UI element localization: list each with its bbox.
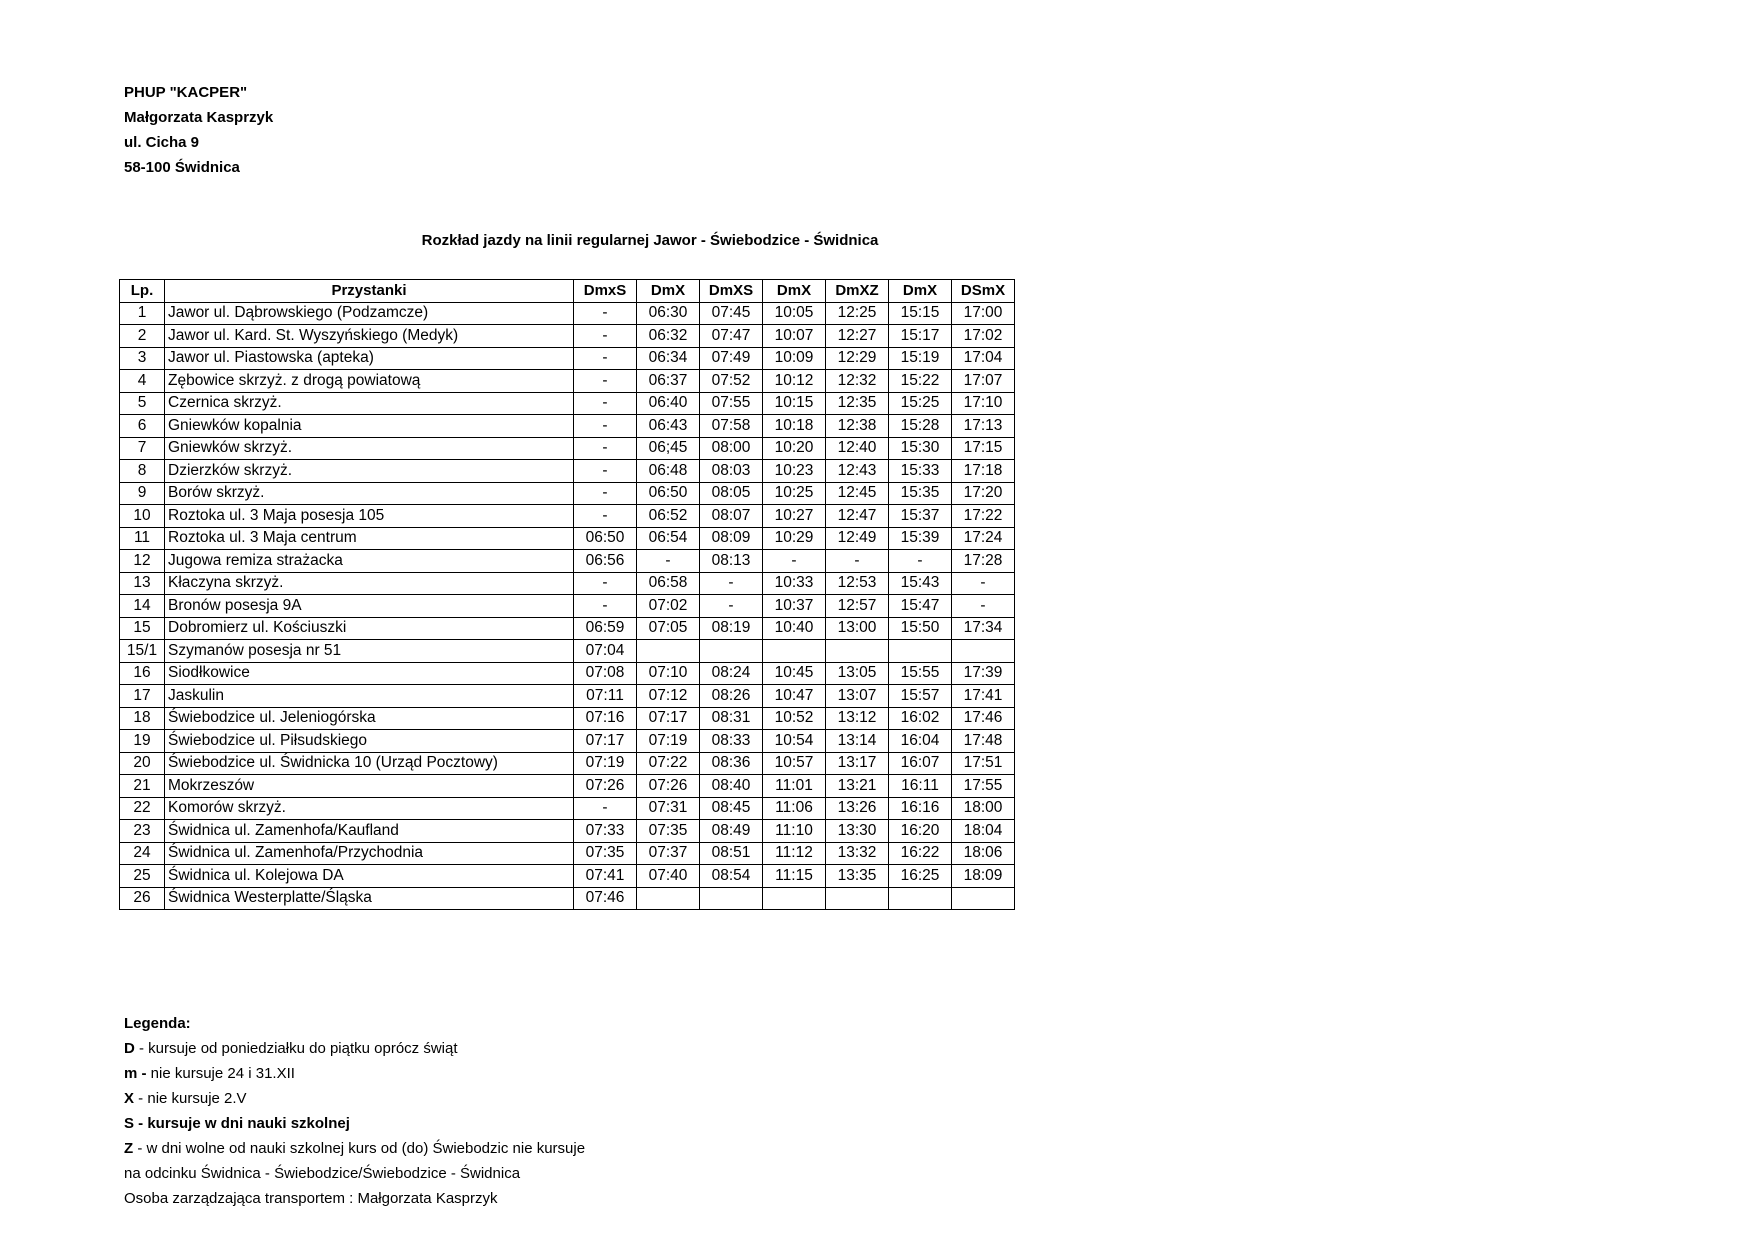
departure-time: 06:30: [637, 302, 700, 325]
departure-time: 10:09: [763, 347, 826, 370]
departure-time: 08:03: [700, 460, 763, 483]
departure-time: 07:11: [574, 685, 637, 708]
departure-time: [763, 640, 826, 663]
departure-time: 08:13: [700, 550, 763, 573]
stop-name: Dobromierz ul. Kościuszki: [165, 617, 574, 640]
departure-time: 07:40: [637, 865, 700, 888]
departure-time: 08:40: [700, 775, 763, 798]
departure-time: 17:18: [952, 460, 1015, 483]
table-row: [120, 595, 1015, 618]
column-header: DSmX: [952, 280, 1015, 303]
departure-time: 07:31: [637, 797, 700, 820]
table-row: [120, 797, 1015, 820]
departure-time: 10:05: [763, 302, 826, 325]
row-number: 2: [120, 325, 165, 348]
departure-time: 06:50: [637, 482, 700, 505]
departure-time: -: [700, 595, 763, 618]
departure-time: 17:22: [952, 505, 1015, 528]
column-header: DmX: [763, 280, 826, 303]
departure-time: -: [574, 370, 637, 393]
row-number: 26: [120, 887, 165, 910]
departure-time: 16:11: [889, 775, 952, 798]
departure-time: -: [952, 595, 1015, 618]
departure-time: [637, 640, 700, 663]
departure-time: 08:49: [700, 820, 763, 843]
departure-time: 08:33: [700, 730, 763, 753]
legend-m: m - nie kursuje 24 i 31.XII: [124, 1065, 295, 1082]
departure-time: 15:43: [889, 572, 952, 595]
departure-time: 12:57: [826, 595, 889, 618]
departure-time: 08:19: [700, 617, 763, 640]
departure-time: 17:34: [952, 617, 1015, 640]
departure-time: 06;45: [637, 437, 700, 460]
departure-time: 16:07: [889, 752, 952, 775]
departure-time: -: [574, 482, 637, 505]
stop-name: Świdnica ul. Zamenhofa/Kaufland: [165, 820, 574, 843]
legend: [124, 1011, 585, 1211]
row-number: 11: [120, 527, 165, 550]
transport-manager: Osoba zarządzająca transportem : Małgorzata Kasprzyk: [124, 1190, 498, 1207]
departure-time: [700, 887, 763, 910]
departure-time: [763, 887, 826, 910]
column-header: DmxS: [574, 280, 637, 303]
departure-time: 10:23: [763, 460, 826, 483]
departure-time: 07:26: [574, 775, 637, 798]
departure-time: 11:15: [763, 865, 826, 888]
departure-time: [889, 640, 952, 663]
departure-time: 17:28: [952, 550, 1015, 573]
row-number: 4: [120, 370, 165, 393]
departure-time: 16:04: [889, 730, 952, 753]
legend-title: Legenda:: [124, 1015, 191, 1032]
column-header: DmX: [889, 280, 952, 303]
stop-name: Świebodzice ul. Świdnicka 10 (Urząd Pocztowy): [165, 752, 574, 775]
departure-time: -: [574, 460, 637, 483]
table-header-row: [120, 280, 1015, 303]
departure-time: 13:00: [826, 617, 889, 640]
departure-time: 15:15: [889, 302, 952, 325]
table-row: [120, 550, 1015, 573]
departure-time: 10:27: [763, 505, 826, 528]
departure-time: -: [763, 550, 826, 573]
departure-time: 06:40: [637, 392, 700, 415]
departure-time: 17:00: [952, 302, 1015, 325]
departure-time: -: [574, 302, 637, 325]
row-number: 23: [120, 820, 165, 843]
departure-time: 07:37: [637, 842, 700, 865]
stop-name: Siodłkowice: [165, 662, 574, 685]
departure-time: 13:07: [826, 685, 889, 708]
table-row: [120, 347, 1015, 370]
row-number: 7: [120, 437, 165, 460]
departure-time: 08:36: [700, 752, 763, 775]
departure-time: 07:35: [637, 820, 700, 843]
row-number: 9: [120, 482, 165, 505]
column-header: DmXZ: [826, 280, 889, 303]
column-header: DmX: [637, 280, 700, 303]
stop-name: Komorów skrzyż.: [165, 797, 574, 820]
departure-time: 17:02: [952, 325, 1015, 348]
company-owner: Małgorzata Kasprzyk: [124, 109, 274, 126]
departure-time: -: [574, 392, 637, 415]
departure-time: [826, 887, 889, 910]
departure-time: -: [952, 572, 1015, 595]
departure-time: 13:17: [826, 752, 889, 775]
departure-time: 17:51: [952, 752, 1015, 775]
table-row: [120, 775, 1015, 798]
departure-time: 11:06: [763, 797, 826, 820]
row-number: 10: [120, 505, 165, 528]
table-row: [120, 482, 1015, 505]
departure-time: -: [889, 550, 952, 573]
departure-time: 17:15: [952, 437, 1015, 460]
departure-time: 06:37: [637, 370, 700, 393]
departure-time: 12:49: [826, 527, 889, 550]
row-number: 21: [120, 775, 165, 798]
departure-time: 12:32: [826, 370, 889, 393]
table-row: [120, 325, 1015, 348]
departure-time: 15:30: [889, 437, 952, 460]
departure-time: 10:37: [763, 595, 826, 618]
departure-time: 07:47: [700, 325, 763, 348]
departure-time: -: [574, 572, 637, 595]
row-number: 17: [120, 685, 165, 708]
departure-time: 08:00: [700, 437, 763, 460]
departure-time: 10:45: [763, 662, 826, 685]
departure-time: 17:48: [952, 730, 1015, 753]
departure-time: 13:32: [826, 842, 889, 865]
row-number: 25: [120, 865, 165, 888]
stop-name: Świebodzice ul. Jeleniogórska: [165, 707, 574, 730]
departure-time: 07:33: [574, 820, 637, 843]
departure-time: 10:12: [763, 370, 826, 393]
table-row: [120, 730, 1015, 753]
departure-time: 15:17: [889, 325, 952, 348]
departure-time: 10:40: [763, 617, 826, 640]
departure-time: 12:47: [826, 505, 889, 528]
table-row: [120, 370, 1015, 393]
departure-time: 07:35: [574, 842, 637, 865]
table-row: [120, 302, 1015, 325]
column-header: Przystanki: [165, 280, 574, 303]
table-row: [120, 662, 1015, 685]
stop-name: Mokrzeszów: [165, 775, 574, 798]
departure-time: 07:55: [700, 392, 763, 415]
departure-time: 07:46: [574, 887, 637, 910]
departure-time: 06:54: [637, 527, 700, 550]
company-city: 58-100 Świdnica: [124, 159, 240, 176]
row-number: 6: [120, 415, 165, 438]
departure-time: 11:12: [763, 842, 826, 865]
departure-time: 18:00: [952, 797, 1015, 820]
table-row: [120, 820, 1015, 843]
table-row: [120, 640, 1015, 663]
departure-time: 13:35: [826, 865, 889, 888]
departure-time: 17:24: [952, 527, 1015, 550]
legend-x: X - nie kursuje 2.V: [124, 1090, 247, 1107]
departure-time: 17:10: [952, 392, 1015, 415]
table-row: [120, 865, 1015, 888]
departure-time: 15:39: [889, 527, 952, 550]
departure-time: 15:57: [889, 685, 952, 708]
legend-d: D - kursuje od poniedziałku do piątku oprócz świąt: [124, 1040, 458, 1057]
departure-time: 07:05: [637, 617, 700, 640]
departure-time: 17:20: [952, 482, 1015, 505]
legend-s: S - kursuje w dni nauki szkolnej: [124, 1115, 350, 1132]
company-street: ul. Cicha 9: [124, 134, 200, 151]
departure-time: 07:49: [700, 347, 763, 370]
departure-time: 10:15: [763, 392, 826, 415]
departure-time: [637, 887, 700, 910]
stop-name: Świdnica ul. Kolejowa DA: [165, 865, 574, 888]
departure-time: 06:32: [637, 325, 700, 348]
departure-time: 08:54: [700, 865, 763, 888]
departure-time: 07:02: [637, 595, 700, 618]
legend-z-continued: na odcinku Świdnica - Świebodzice/Świebodzice - Świdnica: [124, 1165, 521, 1182]
departure-time: 18:04: [952, 820, 1015, 843]
departure-time: 06:50: [574, 527, 637, 550]
departure-time: 11:10: [763, 820, 826, 843]
stop-name: Jawor ul. Dąbrowskiego (Podzamcze): [165, 302, 574, 325]
company-name: PHUP "KACPER": [124, 84, 248, 101]
departure-time: 07:52: [700, 370, 763, 393]
departure-time: 06:56: [574, 550, 637, 573]
departure-time: 10:29: [763, 527, 826, 550]
stop-name: Czernica skrzyż.: [165, 392, 574, 415]
stop-name: Roztoka ul. 3 Maja posesja 105: [165, 505, 574, 528]
departure-time: 12:25: [826, 302, 889, 325]
departure-time: 16:25: [889, 865, 952, 888]
departure-time: 15:35: [889, 482, 952, 505]
departure-time: -: [826, 550, 889, 573]
departure-time: 08:05: [700, 482, 763, 505]
departure-time: 08:31: [700, 707, 763, 730]
departure-time: 07:04: [574, 640, 637, 663]
row-number: 24: [120, 842, 165, 865]
departure-time: 13:21: [826, 775, 889, 798]
departure-time: 11:01: [763, 775, 826, 798]
table-row: [120, 572, 1015, 595]
table-row: [120, 887, 1015, 910]
row-number: 14: [120, 595, 165, 618]
departure-time: 10:47: [763, 685, 826, 708]
table-row: [120, 415, 1015, 438]
row-number: 13: [120, 572, 165, 595]
column-header: DmXS: [700, 280, 763, 303]
departure-time: -: [574, 347, 637, 370]
departure-time: 07:17: [637, 707, 700, 730]
departure-time: 06:58: [637, 572, 700, 595]
departure-time: 12:40: [826, 437, 889, 460]
departure-time: [700, 640, 763, 663]
departure-time: -: [574, 505, 637, 528]
departure-time: 08:26: [700, 685, 763, 708]
row-number: 16: [120, 662, 165, 685]
departure-time: 18:09: [952, 865, 1015, 888]
departure-time: -: [637, 550, 700, 573]
stop-name: Jawor ul. Kard. St. Wyszyńskiego (Medyk): [165, 325, 574, 348]
departure-time: 15:37: [889, 505, 952, 528]
departure-time: 07:12: [637, 685, 700, 708]
row-number: 8: [120, 460, 165, 483]
departure-time: 13:05: [826, 662, 889, 685]
departure-time: 17:07: [952, 370, 1015, 393]
departure-time: 07:16: [574, 707, 637, 730]
departure-time: 07:19: [574, 752, 637, 775]
departure-time: -: [574, 415, 637, 438]
departure-time: 15:55: [889, 662, 952, 685]
departure-time: 10:18: [763, 415, 826, 438]
departure-time: 16:20: [889, 820, 952, 843]
departure-time: 15:50: [889, 617, 952, 640]
table-row: [120, 752, 1015, 775]
timetable: [119, 279, 1015, 910]
table-row: [120, 842, 1015, 865]
stop-name: Dzierzków skrzyż.: [165, 460, 574, 483]
departure-time: 15:25: [889, 392, 952, 415]
departure-time: 17:41: [952, 685, 1015, 708]
stop-name: Roztoka ul. 3 Maja centrum: [165, 527, 574, 550]
departure-time: 17:13: [952, 415, 1015, 438]
departure-time: 17:55: [952, 775, 1015, 798]
departure-time: 16:02: [889, 707, 952, 730]
departure-time: 12:53: [826, 572, 889, 595]
departure-time: 15:47: [889, 595, 952, 618]
stop-name: Bronów posesja 9A: [165, 595, 574, 618]
departure-time: 13:14: [826, 730, 889, 753]
departure-time: 08:07: [700, 505, 763, 528]
departure-time: 10:52: [763, 707, 826, 730]
stop-name: Jaskulin: [165, 685, 574, 708]
row-number: 19: [120, 730, 165, 753]
departure-time: 06:48: [637, 460, 700, 483]
stop-name: Gniewków skrzyż.: [165, 437, 574, 460]
departure-time: 15:28: [889, 415, 952, 438]
table-row: [120, 527, 1015, 550]
row-number: 1: [120, 302, 165, 325]
departure-time: 06:52: [637, 505, 700, 528]
departure-time: 10:54: [763, 730, 826, 753]
legend-z: Z - w dni wolne od nauki szkolnej kurs od (do) Świebodzic nie kursuje: [124, 1140, 586, 1157]
departure-time: 10:33: [763, 572, 826, 595]
table-row: [120, 707, 1015, 730]
departure-time: 07:10: [637, 662, 700, 685]
departure-time: 15:19: [889, 347, 952, 370]
table-row: [120, 392, 1015, 415]
departure-time: -: [574, 797, 637, 820]
departure-time: 10:57: [763, 752, 826, 775]
departure-time: 18:06: [952, 842, 1015, 865]
departure-time: 07:08: [574, 662, 637, 685]
stop-name: Borów skrzyż.: [165, 482, 574, 505]
departure-time: [952, 640, 1015, 663]
departure-time: 17:39: [952, 662, 1015, 685]
departure-time: 17:04: [952, 347, 1015, 370]
stop-name: Szymanów posesja nr 51: [165, 640, 574, 663]
stop-name: Świdnica ul. Zamenhofa/Przychodnia: [165, 842, 574, 865]
departure-time: 07:17: [574, 730, 637, 753]
stop-name: Świdnica Westerplatte/Śląska: [165, 887, 574, 910]
departure-time: 06:34: [637, 347, 700, 370]
departure-time: 12:45: [826, 482, 889, 505]
departure-time: 07:58: [700, 415, 763, 438]
column-header: Lp.: [120, 280, 165, 303]
table-row: [120, 460, 1015, 483]
stop-name: Jugowa remiza strażacka: [165, 550, 574, 573]
table-row: [120, 505, 1015, 528]
row-number: 3: [120, 347, 165, 370]
departure-time: 15:22: [889, 370, 952, 393]
row-number: 15: [120, 617, 165, 640]
departure-time: 16:16: [889, 797, 952, 820]
departure-time: 12:38: [826, 415, 889, 438]
departure-time: 06:59: [574, 617, 637, 640]
departure-time: 06:43: [637, 415, 700, 438]
departure-time: 10:25: [763, 482, 826, 505]
departure-time: -: [574, 325, 637, 348]
departure-time: 10:07: [763, 325, 826, 348]
stop-name: Kłaczyna skrzyż.: [165, 572, 574, 595]
stop-name: Świebodzice ul. Piłsudskiego: [165, 730, 574, 753]
departure-time: 08:51: [700, 842, 763, 865]
departure-time: 13:30: [826, 820, 889, 843]
departure-time: 07:26: [637, 775, 700, 798]
row-number: 22: [120, 797, 165, 820]
table-row: [120, 437, 1015, 460]
departure-time: 12:35: [826, 392, 889, 415]
departure-time: 13:12: [826, 707, 889, 730]
departure-time: [889, 887, 952, 910]
departure-time: 12:27: [826, 325, 889, 348]
departure-time: 08:45: [700, 797, 763, 820]
departure-time: [826, 640, 889, 663]
departure-time: [952, 887, 1015, 910]
departure-time: 13:26: [826, 797, 889, 820]
departure-time: 12:43: [826, 460, 889, 483]
departure-time: 12:29: [826, 347, 889, 370]
departure-time: -: [700, 572, 763, 595]
departure-time: -: [574, 437, 637, 460]
table-row: [120, 617, 1015, 640]
stop-name: Zębowice skrzyż. z drogą powiatową: [165, 370, 574, 393]
row-number: 18: [120, 707, 165, 730]
stop-name: Jawor ul. Piastowska (apteka): [165, 347, 574, 370]
stop-name: Gniewków kopalnia: [165, 415, 574, 438]
departure-time: 15:33: [889, 460, 952, 483]
departure-time: 07:45: [700, 302, 763, 325]
table-body: [120, 302, 1015, 910]
departure-time: 07:22: [637, 752, 700, 775]
departure-time: 08:24: [700, 662, 763, 685]
departure-time: 08:09: [700, 527, 763, 550]
row-number: 15/1: [120, 640, 165, 663]
departure-time: 07:19: [637, 730, 700, 753]
departure-time: 16:22: [889, 842, 952, 865]
departure-time: 17:46: [952, 707, 1015, 730]
table-row: [120, 685, 1015, 708]
company-address: [124, 80, 273, 180]
row-number: 5: [120, 392, 165, 415]
departure-time: -: [574, 595, 637, 618]
departure-time: 10:20: [763, 437, 826, 460]
departure-time: 07:41: [574, 865, 637, 888]
page-title: Rozkład jazdy na linii regularnej Jawor - Świebodzice - Świdnica: [421, 232, 879, 249]
row-number: 20: [120, 752, 165, 775]
row-number: 12: [120, 550, 165, 573]
